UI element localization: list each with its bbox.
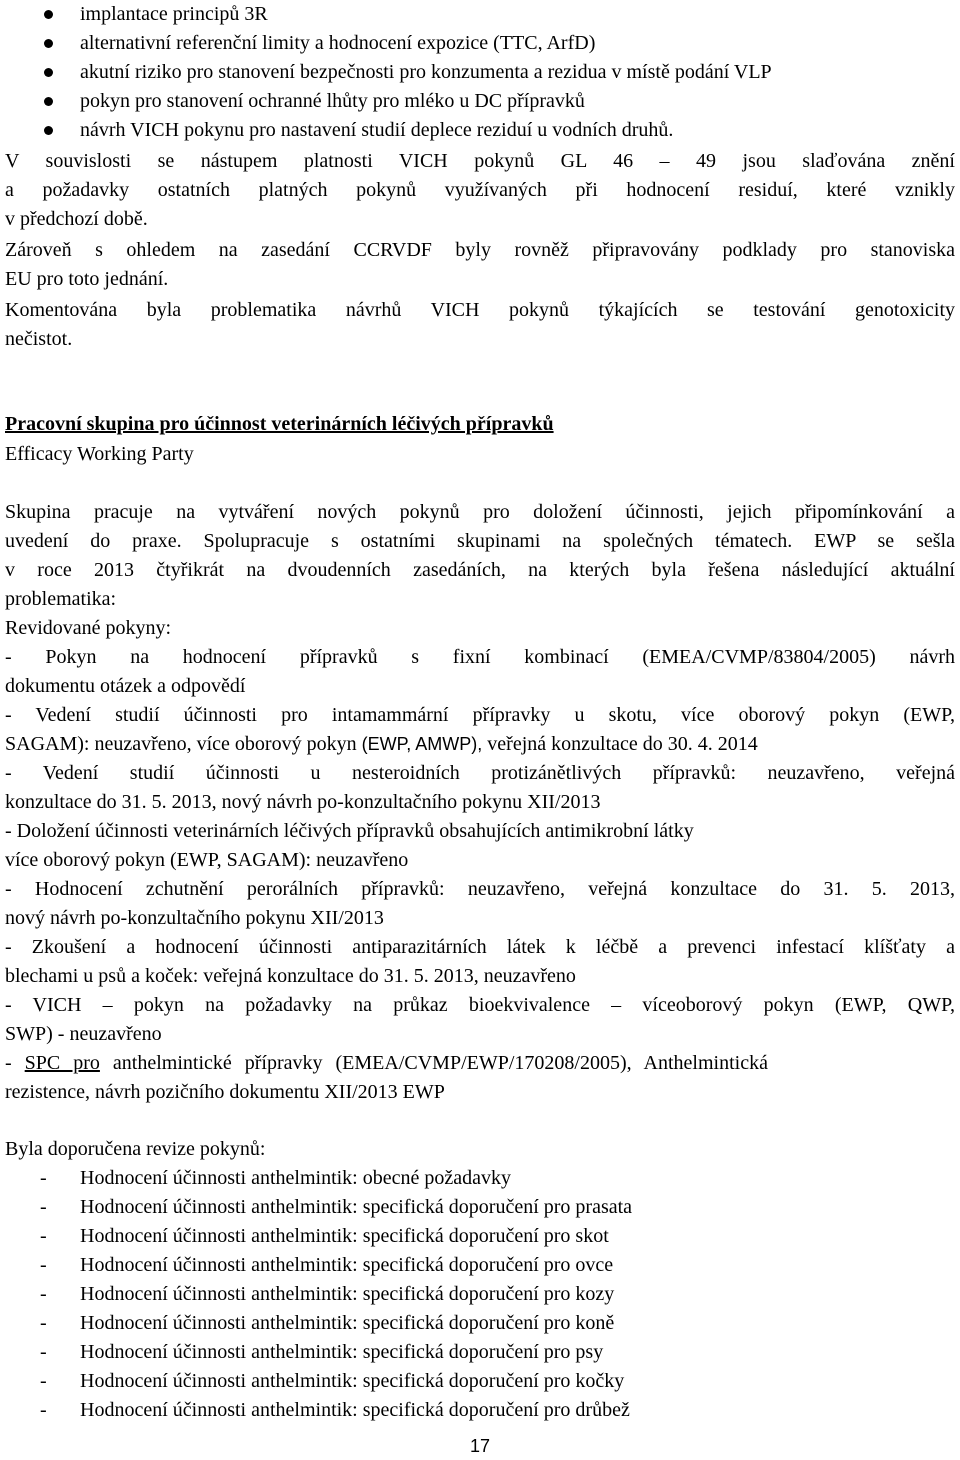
bullet-dot-icon — [44, 68, 53, 77]
list-item: - Hodnocení účinnosti anthelmintik: specifická doporučení pro kozy — [40, 1283, 615, 1305]
revision-intro: Byla doporučena revize pokynů: — [5, 1138, 266, 1160]
revision-list — [0, 1164, 960, 1425]
bullet-item: implantace principů 3R — [0, 0, 960, 29]
bullet-dot-icon — [44, 10, 53, 19]
list-item: - Hodnocení účinnosti anthelmintik: specifická doporučení pro drůbež — [40, 1399, 630, 1421]
section-subtitle: Efficacy Working Party — [5, 443, 194, 465]
list-item: - Hodnocení účinnosti anthelmintik: specifická doporučení pro prasata — [40, 1196, 633, 1218]
list-item: - Hodnocení účinnosti anthelmintik: specifická doporučení pro skot — [40, 1225, 609, 1247]
list-item: - Hodnocení účinnosti anthelmintik: specifická doporučení pro koně — [40, 1312, 615, 1334]
bullet-item: pokyn pro stanovení ochranné lhůty pro mléko u DC přípravků — [0, 87, 960, 116]
bullet-item: návrh VICH pokynu pro nastavení studií deplece reziduí u vodních druhů. — [0, 116, 960, 145]
spc-underlined: SPC pro — [24, 1052, 100, 1074]
list-item: - Hodnocení účinnosti anthelmintik: specifická doporučení pro kočky — [40, 1370, 625, 1392]
list-item: - Hodnocení účinnosti anthelmintik: specifická doporučení pro psy — [40, 1341, 604, 1363]
section-title: Pracovní skupina pro účinnost veterinárních léčivých přípravků — [5, 413, 554, 435]
bullet-item: akutní riziko pro stanovení bezpečnosti pro konzumenta a rezidua v místě podání VLP — [0, 58, 960, 87]
ewp-body: Skupina pracuje na vytváření nových pokynů pro doložení účinnosti, jejich připomínkování a uvedení do praxe. Spolupracuje s ostatními skupinami na společných tématech. EWP se sešla v roce 2013 čtyřikrát na dvoudenních zasedáních, na kterých byla řešena následující aktuální problematika: Revidované pokyny: - Pokyn na hodnocení přípravků s fixní kombinací (EMEA/CVMP/83804/2005) návrh dokumentu otázek a odpovědí - Vedení studií účinnosti pro intamammární přípravky u skotu, více oborový pokyn (EWP, SAGAM): neuzavřeno, více oborový pokyn (EWP, AMWP), veřejná konzultace do 30. 4. 2014 - Vedení studií účinnosti u nesteroidních protizánětlivých přípravků: neuzavřeno, veřejná konzultace do 31. 5. 2013, nový návrh po-konzultačního pokynu XII/2013 - Doložení účinnosti veterinárních léčivých přípravků obsahujících antimikrobní látky více oborový pokyn (EWP, SAGAM): neuzavřeno - Hodnocení zchutnění perorálních přípravků: neuzavřeno, veřejná konzultace do 31. 5. 2013, nový návrh po-konzultačního pokynu XII/2013 - Zkoušení a hodnocení účinnosti antiparazitárních látek k léčbě a prevenci infestací klíšťaty a blechami u psů a koček: veřejná konzultace do 31. 5. 2013, neuzavřeno - VICH – pokyn na požadavky na průkaz bioekvivalence – víceoborový pokyn (EWP, QWP, SWP) - neuzavřeno - SPC pro anthelmintické přípravky (EMEA/CVMP/EWP/170208/2005), Anthelmintická rezistence, návrh pozičního dokumentu XII/2013 EWP — [5, 501, 955, 1103]
paragraph-genotoxicity: Komentována byla problematika návrhů VICH pokynů týkajících se testování genotoxicity nečistot. — [5, 299, 955, 350]
bullet-list — [0, 0, 960, 145]
page-number: 17 — [469, 1436, 491, 1456]
bullet-dot-icon — [44, 39, 53, 48]
line-sagam: SAGAM): neuzavřeno, více oborový pokyn (EWP, AMWP), veřejná konzultace do 30. 4. 2014 — [5, 733, 758, 755]
bullet-item: alternativní referenční limity a hodnocení expozice (TTC, ArfD) — [0, 29, 960, 58]
bullet-dot-icon — [44, 97, 53, 106]
list-item: - Hodnocení účinnosti anthelmintik: obecné požadavky — [40, 1167, 511, 1189]
paragraph-ccrvdf: Zároveň s ohledem na zasedání CCRVDF byly rovněž připravovány podklady pro stanoviska EU pro toto jednání. — [5, 239, 955, 290]
line-spc: - SPC pro anthelmintické přípravky (EMEA/CVMP/EWP/170208/2005), Anthelmintická — [5, 1052, 768, 1074]
bullet-dot-icon — [44, 126, 53, 135]
list-item: - Hodnocení účinnosti anthelmintik: specifická doporučení pro ovce — [40, 1254, 614, 1276]
paragraph-vich-harmonization: V souvislosti se nástupem platnosti VICH pokynů GL 46 – 49 jsou slaďována znění a požadavky ostatních platných pokynů využívaných při hodnocení residuí, které vznikly v předchozí době. — [5, 150, 955, 230]
